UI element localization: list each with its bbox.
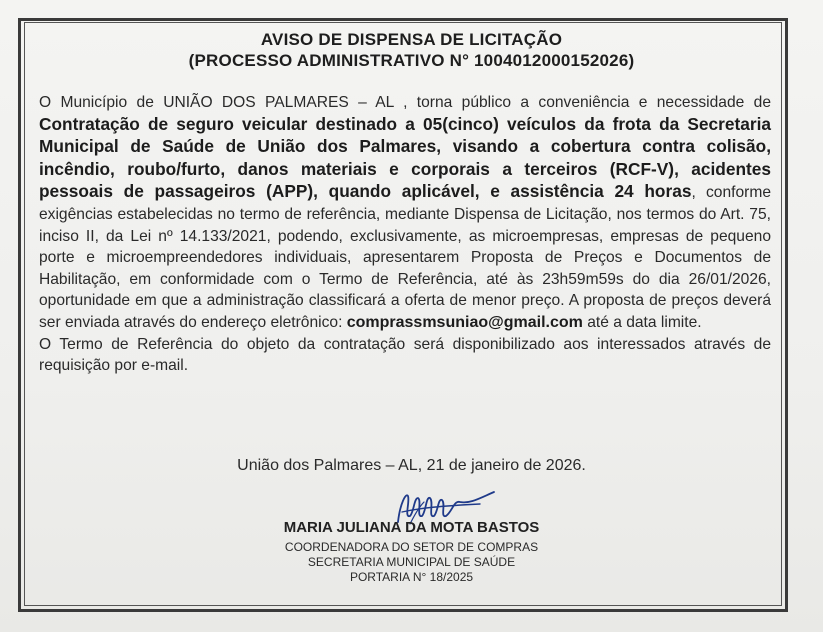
signatory-name: MARIA JULIANA DA MOTA BASTOS <box>283 519 540 536</box>
contract-object: Contratação de seguro veicular destinado a 05(cinco) veículos da frota da Secretaria Municipal de Saúde de União dos Palmares, visando a cobertura contra colisão, incêndio, roubo/furto, danos materiais e corporais a terceiros (RCF-V), acidentes pessoais de passageiros (APP), quando aplicável, e assistência 24 horas <box>39 113 771 202</box>
contact-email: comprassmsuniao@gmail.com <box>346 313 583 331</box>
intro-text: O Município de UNIÃO DOS PALMARES – AL , torna público a conveniência e necessidade de <box>39 94 771 111</box>
deadline-text: até a data limite. <box>582 313 702 331</box>
notice-title: AVISO DE DISPENSA DE LICITAÇÃO <box>260 30 563 49</box>
date-line: União dos Palmares – AL, 21 de janeiro de 2026. <box>237 457 586 474</box>
signatory-department: SECRETARIA MUNICIPAL DE SAÚDE <box>307 555 516 569</box>
conditions-text: , conforme exigências estabelecidas no termo de referência, mediante Dispensa de Licitação, nos termos do Art. 75, inciso II, da Lei nº 14.133/2021, podendo, exclusivamente, as microempresas, empresas de pequeno porte e microempreendedores individuais, apresentarem Proposta de Preços e Documentos de Habilitação, em conformidade com o Termo de Referência, até às 23h59m59s do dia 26/01/2026, oportunidade em que a administração classificará a oferta de menor preço. A proposta de preços deverá ser enviada através do endereço eletrônico: <box>39 184 772 331</box>
signatory-role: COORDENADORA DO SETOR DE COMPRAS <box>284 540 539 554</box>
signatory-ordinance: PORTARIA N° 18/2025 <box>349 570 474 584</box>
notice-body <box>39 92 771 377</box>
process-number: (PROCESSO ADMINISTRATIVO N° 1004012000152026) <box>188 51 635 70</box>
body-paragraph-1 <box>39 92 771 334</box>
body-paragraph-2: O Termo de Referência do objeto da contratação será disponibilizado aos interessados através de requisição por e-mail. <box>39 335 771 375</box>
